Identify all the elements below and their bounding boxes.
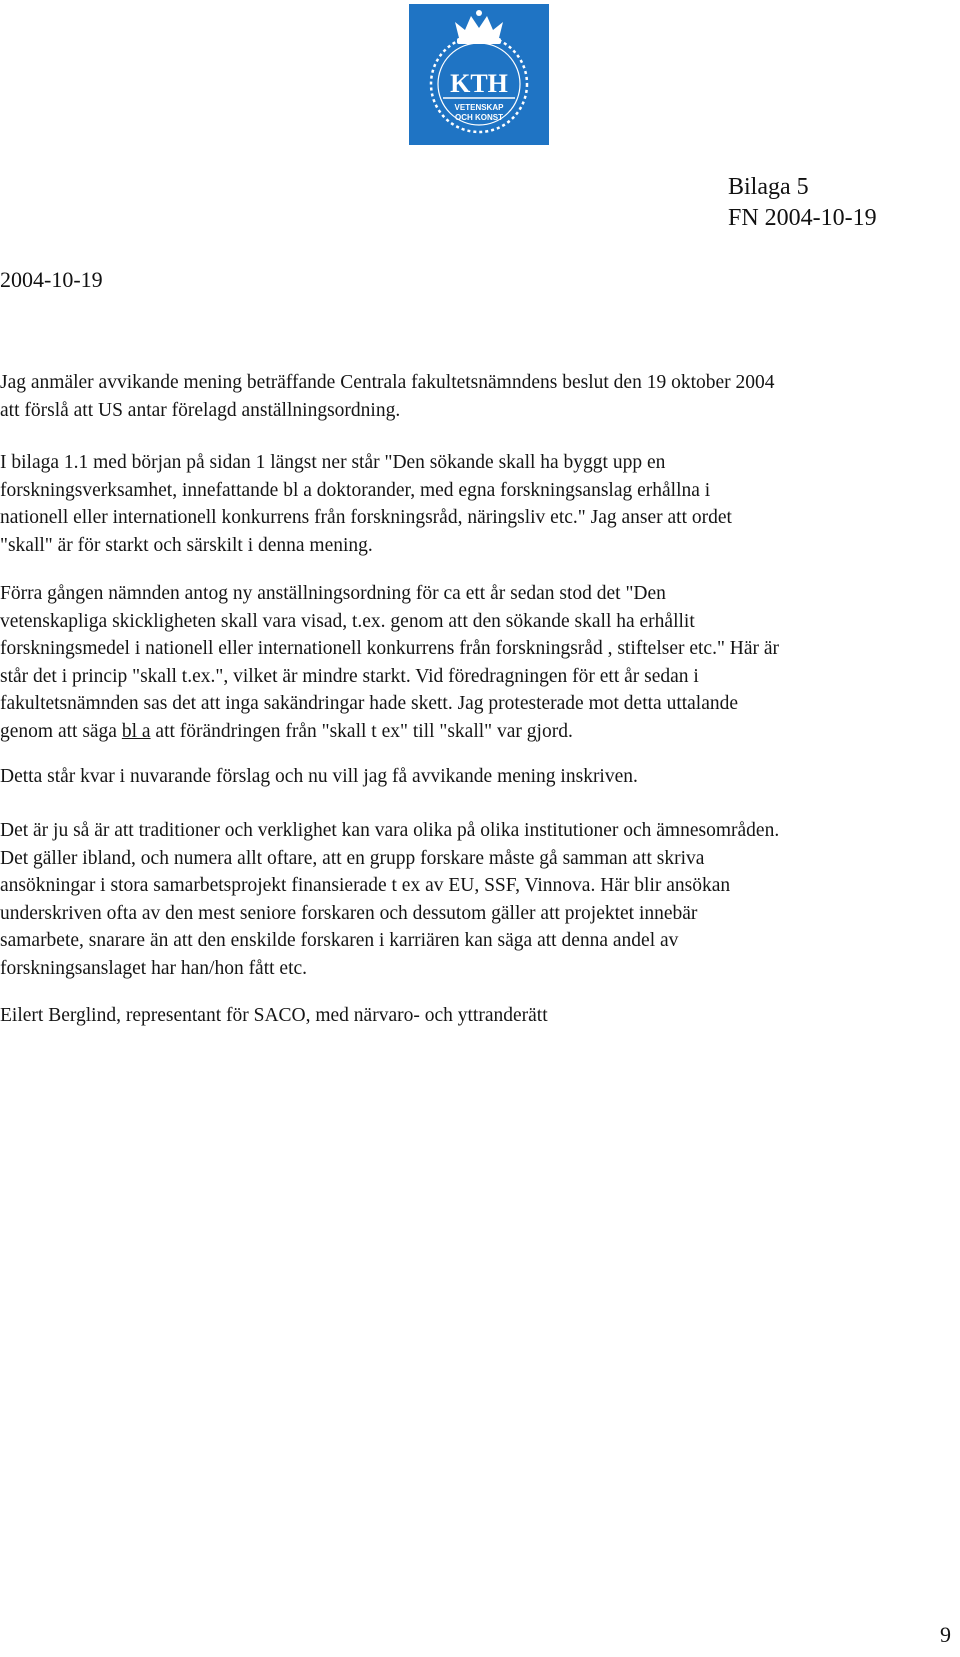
text-line: vetenskapliga skickligheten skall vara visad, t.ex. genom att den sökande skall ha erhållit [0, 610, 695, 632]
text-line: Det är ju så är att traditioner och verklighet kan vara olika på olika institutioner och ämnesområden. [0, 820, 780, 841]
text-line: att förslå att US antar förelagd anställningsordning. [0, 399, 401, 421]
meeting-reference: FN 2004-10-19 [728, 205, 877, 231]
text-line: samarbete, snarare än att den enskilde forskaren i karriären kan säga att denna andel av [0, 930, 679, 951]
text-line: står det i princip "skall t.ex.", vilket är mindre starkt. Vid föredragningen för ett år sedan i [0, 665, 699, 687]
paragraph-1 [0, 369, 958, 424]
paragraph-3 [0, 580, 958, 745]
text-fragment: genom att säga [0, 720, 122, 742]
logo-subtitle-1: VETENSKAP [454, 103, 504, 112]
text-line: forskningsverksamhet, innefattande bl a doktorander, med egna forskningsanslag erhållna i [0, 479, 711, 501]
logo-subtitle-2: OCH KONST [455, 113, 503, 122]
page-number: 9 [940, 1622, 951, 1647]
document-date: 2004-10-19 [0, 267, 103, 292]
paragraph-5 [0, 817, 958, 982]
text-line: fakultetsnämnden sas det att inga sakändringar hade skett. Jag protesterade mot detta uttalande [0, 693, 739, 714]
attachment-label: Bilaga 5 [728, 174, 809, 200]
text-fragment: att förändringen från "skall t ex" till "skall" var gjord. [150, 720, 573, 742]
text-line: underskriven ofta av den mest seniore forskaren och dessutom gäller att projektet innebär [0, 902, 698, 924]
text-line: Jag anmäler avvikande mening beträffande Centrala fakultetsnämndens beslut den 19 oktober 2004 [0, 372, 775, 393]
signature-line [0, 1002, 958, 1030]
text-line: nationell eller internationell konkurrens från forskningsråd, näringsliv etc." Jag anser att ordet [0, 507, 732, 528]
text-line: I bilaga 1.1 med början på sidan 1 längst ner står "Den sökande skall ha byggt upp en [0, 452, 666, 473]
underlined-text: bl a [121, 720, 151, 742]
text-line: ansökningar i stora samarbetsprojekt finansierade t ex av EU, SSF, Vinnova. Här blir ansökan [0, 875, 731, 896]
text-line: Eilert Berglind, representant för SACO, med närvaro- och yttranderätt [0, 1005, 548, 1026]
logo-text: KTH [450, 69, 508, 98]
text-line: "skall" är för starkt och särskilt i denna mening. [0, 534, 373, 556]
text-line: forskningsanslaget har han/hon fått etc. [0, 957, 308, 979]
text-line: Det gäller ibland, och numera allt oftare, att en grupp forskare måste gå samman att skriva [0, 847, 705, 869]
kth-logo [409, 4, 549, 145]
text-line: forskningsmedel i nationell eller internationell konkurrens från forskningsråd , stiftelser etc." Här är [0, 638, 780, 659]
kth-seal-graphic [409, 4, 549, 145]
text-line [0, 718, 958, 746]
paragraph-2 [0, 449, 958, 559]
text-line: Detta står kvar i nuvarande förslag och nu vill jag få avvikande mening inskriven. [0, 766, 638, 787]
paragraph-4 [0, 763, 958, 791]
document-header [728, 172, 877, 234]
text-line: Förra gången nämnden antog ny anställningsordning för ca ett år sedan stod det "Den [0, 583, 666, 604]
